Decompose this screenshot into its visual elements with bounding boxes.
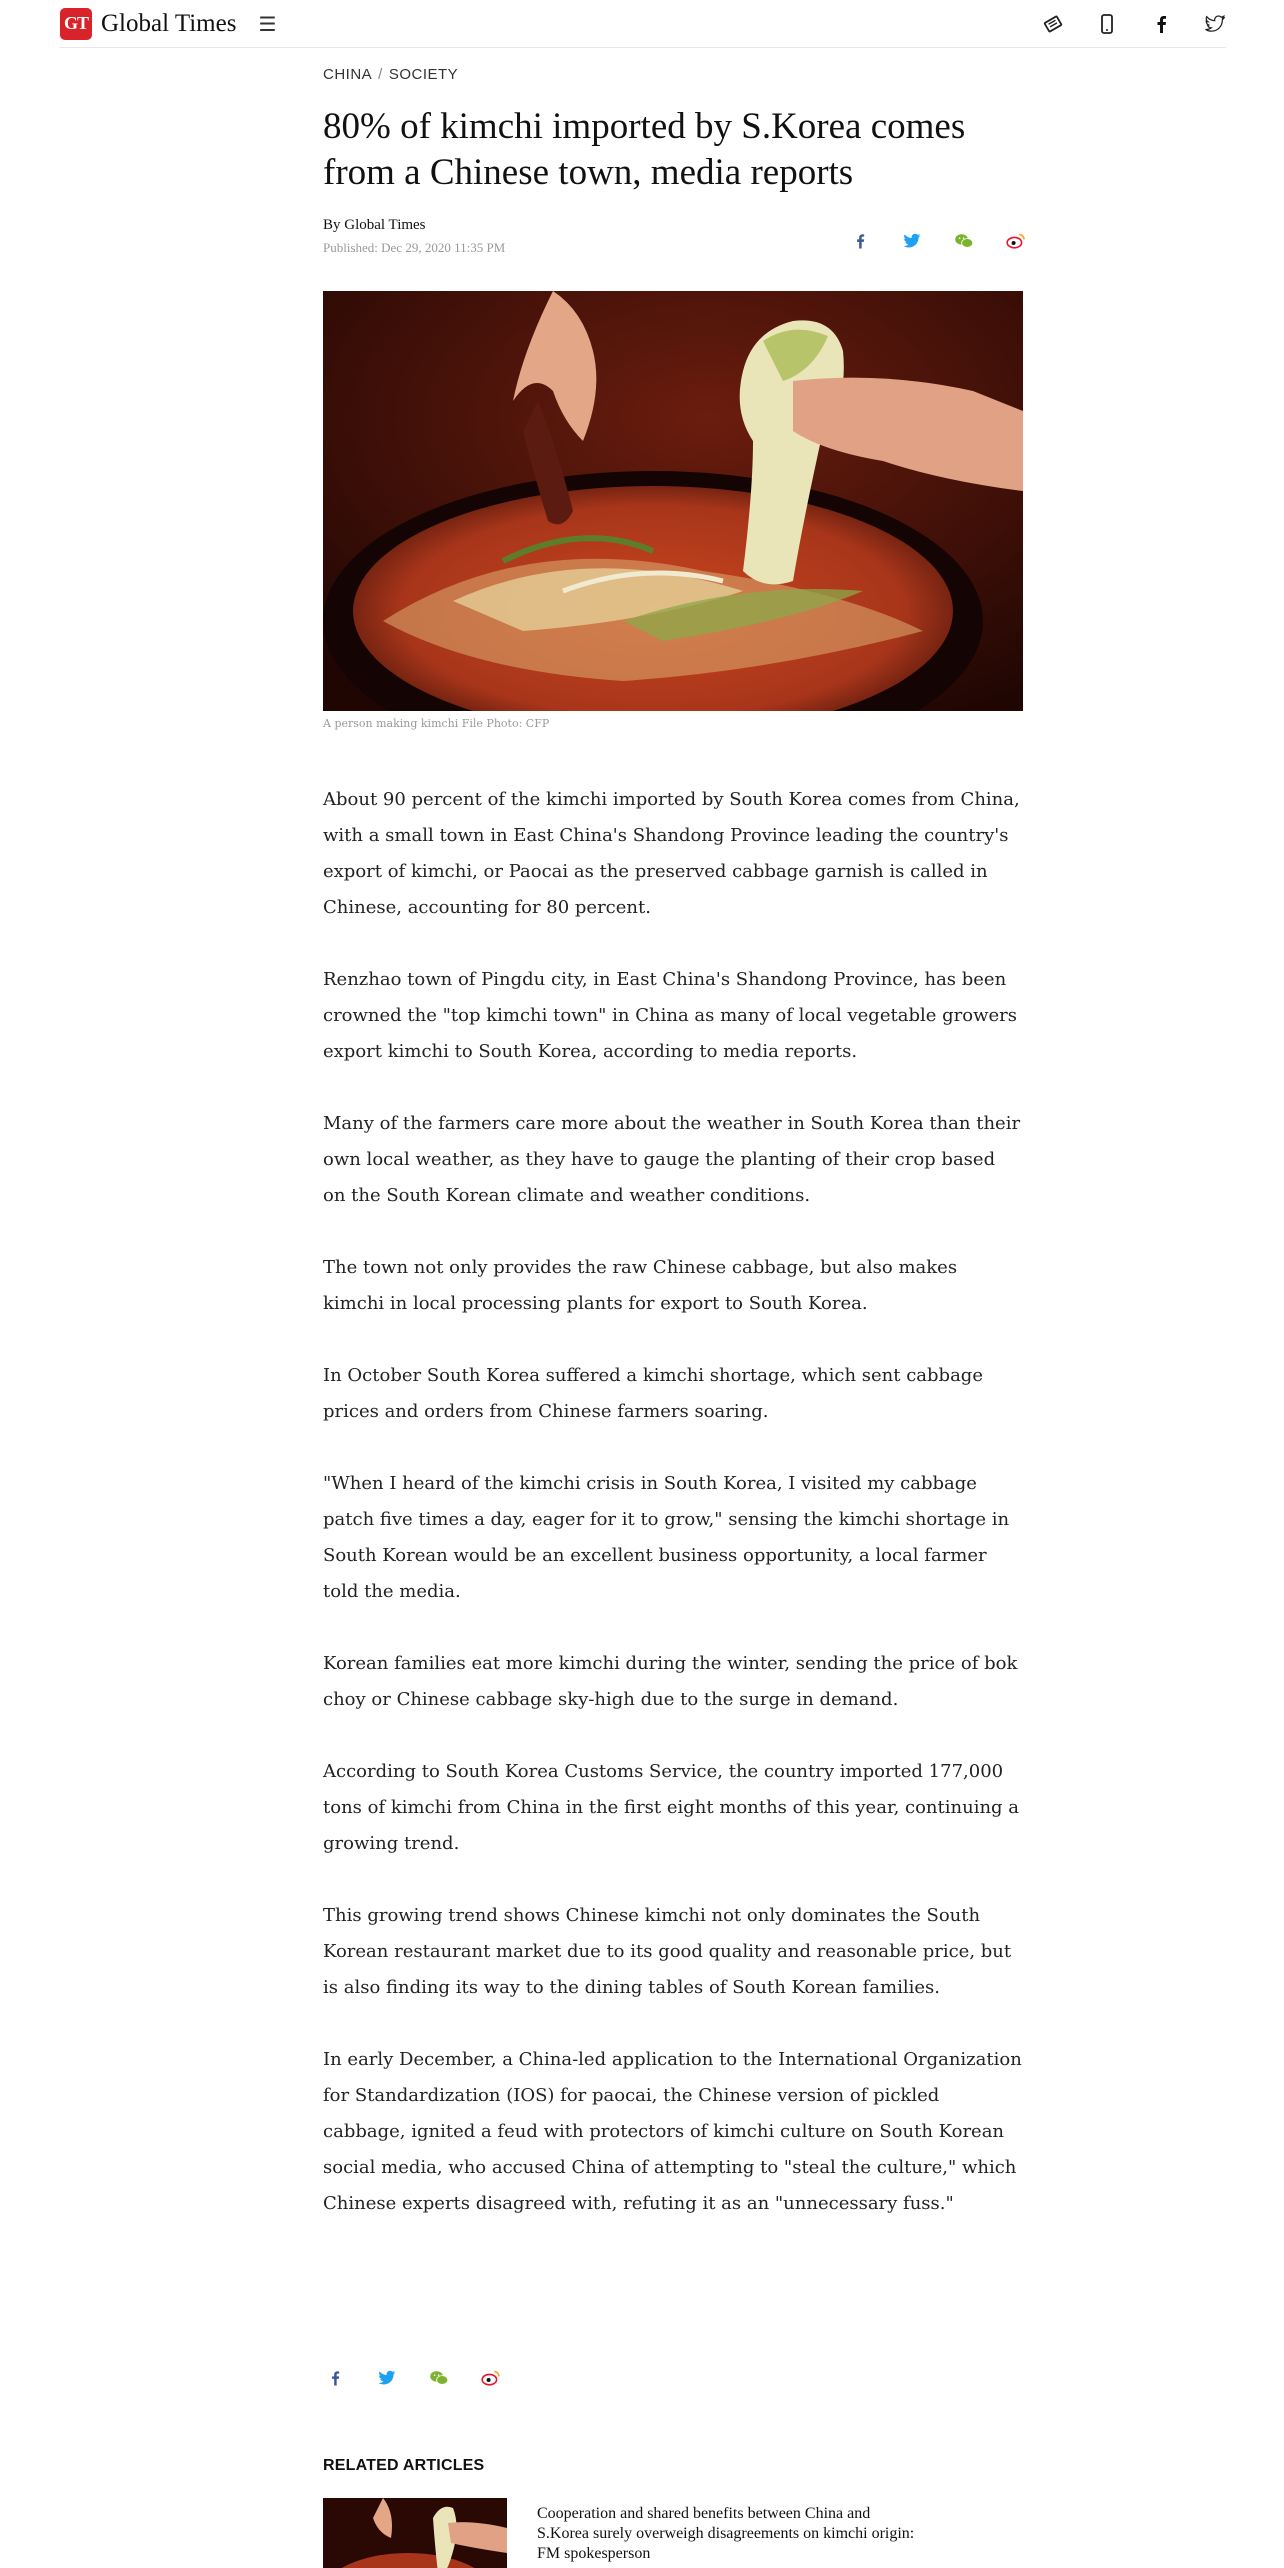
menu-icon[interactable]: ☰ <box>258 11 277 36</box>
kimchi-photo <box>323 291 1023 711</box>
breadcrumb-separator: / <box>378 66 383 83</box>
paragraph: In October South Korea suffered a kimchi shortage, which sent cabbage prices and orders from Chinese farmers soaring. <box>323 1365 983 1422</box>
wechat-icon[interactable] <box>952 229 976 253</box>
paragraph: Renzhao town of Pingdu city, in East China's Shandong Province, has been crowned the "top kimchi town" in China as many of local vegetable growers export kimchi to South Korea, according to media reports. <box>323 969 1017 1062</box>
weibo-icon[interactable] <box>1004 229 1028 253</box>
related-articles-heading: RELATED ARTICLES <box>323 2457 485 2474</box>
share-bar-top <box>848 229 1028 253</box>
facebook-icon[interactable] <box>848 229 872 253</box>
paragraph: In early December, a China-led application to the International Organization for Standardization (IOS) for paocai, the Chinese version of pickled cabbage, ignited a feud with protectors of kimchi culture on South Korean social media, who accused China of attempting to "steal the culture," which Chinese experts disagreed with, refuting it as an "unnecessary fuss." <box>323 2049 1022 2214</box>
related-article-thumbnail[interactable] <box>323 2498 507 2568</box>
share-bar-bottom <box>323 2366 503 2390</box>
paragraph: The town not only provides the raw Chinese cabbage, but also makes kimchi in local processing plants for export to South Korea. <box>323 1257 958 1314</box>
twitter-icon[interactable] <box>375 2366 399 2390</box>
photo-caption: A person making kimchi File Photo: CFP <box>323 717 550 730</box>
related-article-item[interactable] <box>323 2498 1023 2568</box>
article-body <box>323 782 1023 2258</box>
paragraph: Many of the farmers care more about the weather in South Korea than their own local weather, as they have to gauge the planting of their crop based on the South Korean climate and weather conditions. <box>323 1113 1021 1206</box>
breadcrumb <box>323 66 1023 83</box>
wechat-icon[interactable] <box>427 2366 451 2390</box>
weibo-icon[interactable] <box>479 2366 503 2390</box>
paragraph: About 90 percent of the kimchi imported by South Korea comes from China, with a small town in East China's Shandong Province leading the country's export of kimchi, or Paocai as the preserved cabbage garnish is called in Chinese, accounting for 80 percent. <box>323 789 1020 918</box>
site-header <box>60 0 1226 48</box>
breadcrumb-society[interactable]: SOCIETY <box>388 66 459 83</box>
byline: By Global Times <box>323 217 426 233</box>
logo-text: Global Times <box>101 9 237 37</box>
paragraph: According to South Korea Customs Service, the country imported 177,000 tons of kimchi from China in the first eight months of this year, continuing a growing trend. <box>323 1761 1020 1854</box>
newspaper-icon[interactable] <box>1042 13 1064 35</box>
site-logo[interactable] <box>60 8 236 40</box>
facebook-icon[interactable] <box>1150 13 1172 35</box>
paragraph: "When I heard of the kimchi crisis in South Korea, I visited my cabbage patch five times a day, eager for it to grow," sensing the kimchi shortage in South Korean would be an excellent business opportunity, a local farmer told the media. <box>323 1473 1010 1602</box>
header-icons <box>1042 13 1226 35</box>
paragraph: This growing trend shows Chinese kimchi not only dominates the South Korean restaurant market due to its good quality and reasonable price, but is also finding its way to the dining tables of South Korean families. <box>323 1905 1012 1998</box>
paragraph: Korean families eat more kimchi during the winter, sending the price of bok choy or Chinese cabbage sky-high due to the surge in demand. <box>323 1653 1018 1710</box>
twitter-icon[interactable] <box>1204 13 1226 35</box>
facebook-icon[interactable] <box>323 2366 347 2390</box>
article-title: 80% of kimchi imported by S.Korea comes from a Chinese town, media reports <box>323 106 966 193</box>
published-date: Published: Dec 29, 2020 11:35 PM <box>323 240 506 255</box>
breadcrumb-china[interactable]: CHINA <box>323 66 373 83</box>
mobile-icon[interactable] <box>1096 13 1118 35</box>
logo-badge: GT <box>60 8 92 40</box>
twitter-icon[interactable] <box>900 229 924 253</box>
related-article-title[interactable]: Cooperation and shared benefits between China and S.Korea surely overweigh disagreements on kimchi origin: FM spokesperson <box>537 2505 915 2562</box>
article-photo <box>323 291 1023 711</box>
